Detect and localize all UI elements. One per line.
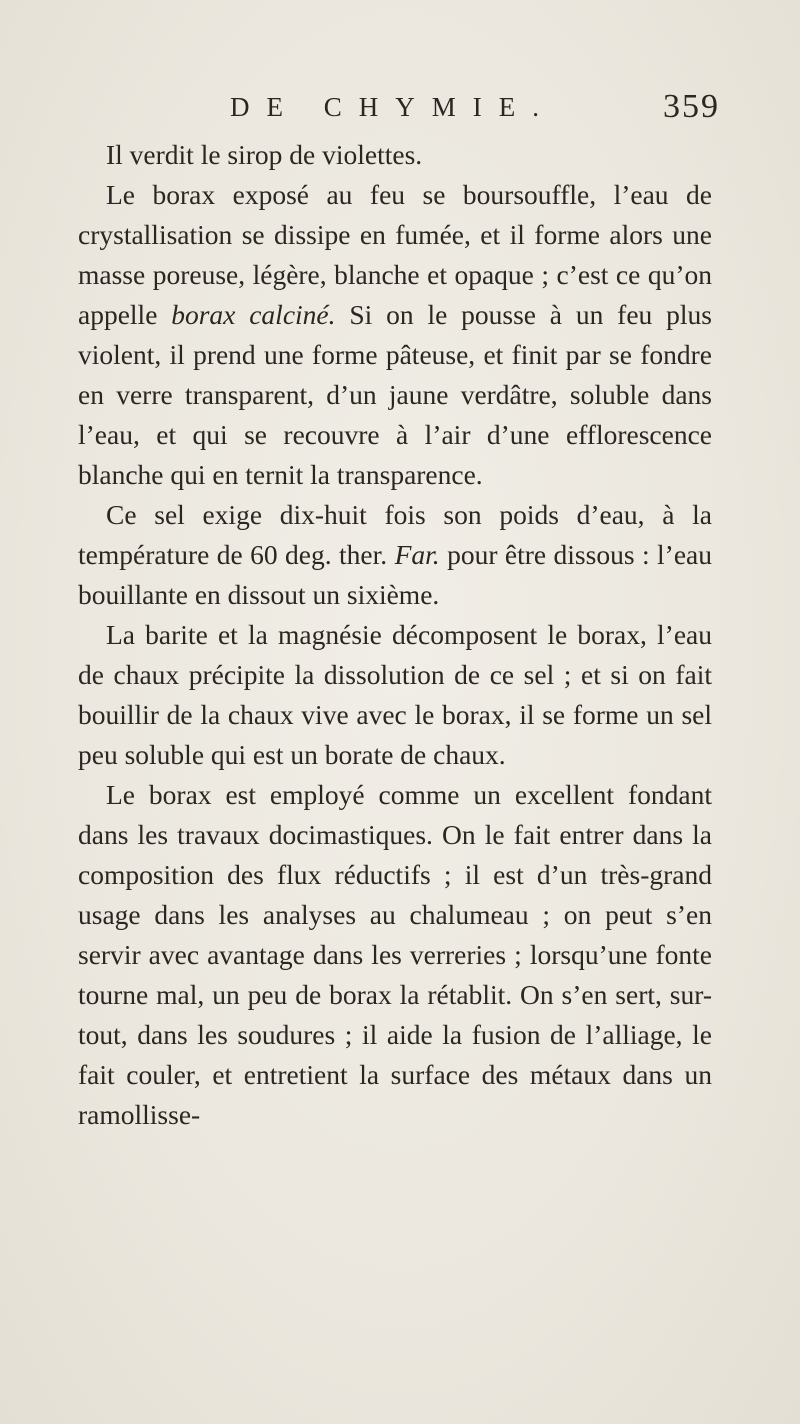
paragraph-3 [78, 495, 712, 615]
paragraph-5: Le borax est employé comme un excellent fondant dans les travaux docimastiques. On le fait entrer dans la composition des flux réductifs ; il est d’un très-grand usage dans les analyses au chalumeau ; on peut s’en servir avec avantage dans les verreries ; lorsqu’une fonte tourne mal, un peu de borax la rétablit. On s’en sert, sur-tout, dans les soudures ; il aide la fusion de l’alliage, le fait couler, et entretient la surface des métaux dans un ramollisse- [78, 779, 712, 1130]
paragraph-3-text-a: Ce sel exige dix-huit fois son poids d’eau, à la température de 60 deg. ther. [78, 499, 712, 570]
paragraph-3-text-b: pour être dissous : l’eau bouillante en dissout un sixième. [78, 539, 712, 610]
paragraph-2-text-b: Si on le pousse à un feu plus violent, il prend une forme pâteuse, et finit par se fondre en verre transparent, d’un jaune verdâtre, soluble dans l’eau, et qui se recouvre à l’air d’une efflorescence blanche qui en ternit la transparence. [78, 299, 712, 490]
page-header [200, 88, 720, 132]
page-number: 359 [663, 88, 720, 125]
body-text [78, 135, 712, 1135]
running-head: DE CHYMIE. [230, 92, 556, 122]
paragraph-2 [78, 175, 712, 495]
paragraph-4: La barite et la magnésie décomposent le borax, l’eau de chaux précipite la dissolution de ce sel ; et si on fait bouillir de la chaux vive avec le borax, il se forme un sel peu soluble qui est un borate de chaux. [78, 619, 712, 770]
paragraph-3-italic: Far. [394, 539, 440, 570]
paragraph-2-italic: borax calciné. [171, 299, 336, 330]
paragraph-1: Il verdit le sirop de violettes. [106, 139, 423, 170]
paragraph-2-text-a: Le borax exposé au feu se boursouffle, l’eau de crystallisation se dissipe en fumée, et il forme alors une masse poreuse, légère, blanche et opaque ; c’est ce qu’on appelle [78, 179, 712, 330]
